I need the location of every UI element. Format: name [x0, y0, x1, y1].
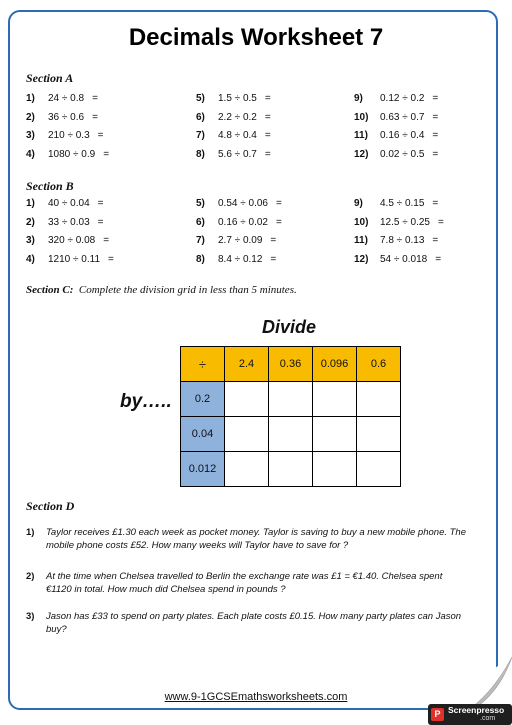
- question-item: [196, 198, 282, 209]
- question-item: [26, 93, 98, 104]
- question-number: 4): [26, 148, 35, 160]
- question-number: 1): [26, 198, 35, 209]
- equals-sign: =: [103, 235, 110, 246]
- equals-sign: =: [275, 198, 282, 209]
- equals-sign: =: [264, 111, 271, 123]
- question-expression: 320 ÷ 0.08: [48, 235, 96, 246]
- equals-sign: =: [264, 93, 271, 104]
- grid-answer-cell[interactable]: [357, 452, 401, 487]
- section-c-text: Complete the division grid in less than 5 minutes.: [78, 284, 297, 296]
- question-number: 7): [196, 235, 205, 246]
- word-problem: [26, 526, 466, 552]
- grid-answer-cell[interactable]: [269, 417, 313, 452]
- question-number: 2): [26, 216, 35, 228]
- grid-answer-cell[interactable]: [313, 417, 357, 452]
- grid-header-row: [181, 347, 401, 382]
- question-number: 5): [196, 93, 205, 104]
- question-number: 10): [354, 111, 369, 123]
- question-number: 6): [196, 216, 205, 228]
- question-number: 3): [26, 130, 35, 141]
- question-expression: 33 ÷ 0.03: [48, 216, 90, 228]
- grid-answer-cell[interactable]: [313, 452, 357, 487]
- question-item: [26, 254, 114, 265]
- question-expression: 5.6 ÷ 0.7: [218, 148, 257, 160]
- question-item: [354, 254, 441, 265]
- question-item: [196, 93, 271, 104]
- question-expression: 4.8 ÷ 0.4: [218, 130, 257, 141]
- question-expression: 1.5 ÷ 0.5: [218, 93, 257, 104]
- question-item: [26, 217, 103, 228]
- word-problem: [26, 610, 466, 636]
- equals-sign: =: [103, 148, 110, 160]
- grid-answer-cell[interactable]: [225, 382, 269, 417]
- section-b-heading: Section B: [26, 179, 74, 193]
- question-number: 3): [26, 611, 35, 622]
- question-number: 12): [354, 253, 369, 265]
- divide-symbol-cell: ÷: [181, 347, 225, 382]
- question-number: 2): [26, 111, 35, 123]
- question-item: [354, 217, 444, 228]
- question-item: [196, 130, 271, 141]
- question-text: At the time when Chelsea travelled to Berlin the exchange rate was £1 = €1.40. Chelsea spent €1120 in total. How much did Chelsea spend in pounds ?: [46, 571, 443, 595]
- grid-row: [181, 452, 401, 487]
- grid-row-header: 0.012: [181, 452, 225, 487]
- grid-answer-cell[interactable]: [357, 382, 401, 417]
- badge-sub: .com: [480, 715, 496, 722]
- question-item: [26, 149, 109, 160]
- question-item: [196, 112, 271, 123]
- question-number: 7): [196, 130, 205, 141]
- grid-answer-cell[interactable]: [357, 417, 401, 452]
- equals-sign: =: [432, 93, 439, 104]
- question-expression: 0.54 ÷ 0.06: [218, 198, 268, 209]
- grid-column-header: 0.096: [313, 347, 357, 382]
- grid-answer-cell[interactable]: [225, 417, 269, 452]
- equals-sign: =: [97, 130, 104, 141]
- equals-sign: =: [92, 93, 98, 104]
- question-item: [354, 235, 438, 246]
- grid-title: Divide: [262, 317, 317, 337]
- question-number: 8): [196, 148, 205, 160]
- grid-row: [181, 417, 401, 452]
- footer-link[interactable]: www.9-1GCSEmathsworksheets.com: [164, 691, 348, 703]
- question-item: [354, 198, 438, 209]
- equals-sign: =: [97, 216, 104, 228]
- screenpresso-logo-icon: P: [431, 708, 444, 721]
- question-item: [26, 235, 109, 246]
- question-item: [196, 149, 271, 160]
- question-expression: 0.02 ÷ 0.5: [380, 148, 425, 160]
- question-number: 9): [354, 198, 363, 209]
- equals-sign: =: [264, 130, 271, 141]
- equals-sign: =: [270, 253, 277, 265]
- question-expression: 7.8 ÷ 0.13: [380, 235, 425, 246]
- question-number: 9): [354, 93, 363, 104]
- division-grid: [180, 346, 401, 487]
- question-number: 11): [354, 235, 368, 246]
- question-expression: 0.12 ÷ 0.2: [380, 93, 425, 104]
- question-item: [26, 130, 103, 141]
- question-number: 1): [26, 527, 35, 538]
- question-item: [354, 149, 438, 160]
- grid-column-header: 2.4: [225, 347, 269, 382]
- equals-sign: =: [92, 111, 98, 123]
- worksheet-title: Decimals Worksheet 7: [128, 24, 384, 51]
- section-a-heading: Section A: [26, 71, 74, 85]
- equals-sign: =: [432, 235, 439, 246]
- question-text: Taylor receives £1.30 each week as pocket money. Taylor is saving to buy a new mobile phone. The mobile phone costs £52. How many weeks will Taylor have to save for ?: [46, 527, 466, 551]
- question-item: [196, 235, 276, 246]
- screenpresso-badge: [428, 704, 512, 725]
- question-expression: 54 ÷ 0.018: [380, 253, 428, 265]
- question-item: [26, 198, 103, 209]
- question-expression: 1210 ÷ 0.11: [48, 253, 101, 265]
- grid-row-header: 0.04: [181, 417, 225, 452]
- question-number: 12): [354, 148, 369, 160]
- question-number: 1): [26, 93, 35, 104]
- question-expression: 0.63 ÷ 0.7: [380, 111, 425, 123]
- question-number: 11): [354, 130, 368, 141]
- question-item: [26, 112, 98, 123]
- question-expression: 8.4 ÷ 0.12: [218, 253, 263, 265]
- question-item: [354, 112, 438, 123]
- equals-sign: =: [97, 198, 104, 209]
- question-number: 8): [196, 253, 205, 265]
- equals-sign: =: [432, 130, 439, 141]
- grid-column-header: 0.6: [357, 347, 401, 382]
- question-item: [196, 254, 276, 265]
- question-item: [196, 217, 282, 228]
- question-expression: 2.7 ÷ 0.09: [218, 235, 263, 246]
- equals-sign: =: [437, 216, 444, 228]
- grid-row-header: 0.2: [181, 382, 225, 417]
- question-item: [354, 93, 438, 104]
- question-expression: 4.5 ÷ 0.15: [380, 198, 425, 209]
- question-expression: 2.2 ÷ 0.2: [218, 111, 257, 123]
- section-d-heading: Section D: [26, 499, 75, 513]
- question-expression: 36 ÷ 0.6: [48, 111, 85, 123]
- question-expression: 210 ÷ 0.3: [48, 130, 90, 141]
- section-c-instruction: [26, 284, 297, 296]
- question-expression: 24 ÷ 0.8: [48, 93, 85, 104]
- grid-by-label: by…..: [120, 391, 172, 412]
- word-problem: [26, 570, 466, 596]
- equals-sign: =: [432, 198, 439, 209]
- grid-column-header: 0.36: [269, 347, 313, 382]
- equals-sign: =: [432, 111, 439, 123]
- equals-sign: =: [432, 148, 439, 160]
- question-expression: 40 ÷ 0.04: [48, 198, 90, 209]
- question-expression: 0.16 ÷ 0.4: [380, 130, 425, 141]
- grid-answer-cell[interactable]: [225, 452, 269, 487]
- question-expression: 1080 ÷ 0.9: [48, 148, 96, 160]
- question-number: 2): [26, 571, 35, 582]
- section-c-label: Section C:: [26, 284, 74, 296]
- equals-sign: =: [108, 253, 114, 265]
- equals-sign: =: [264, 148, 271, 160]
- equals-sign: =: [270, 235, 277, 246]
- question-expression: 12.5 ÷ 0.25: [380, 216, 430, 228]
- question-number: 5): [196, 198, 205, 209]
- badge-name: Screenpresso: [448, 705, 505, 715]
- question-number: 6): [196, 111, 205, 123]
- question-number: 3): [26, 235, 35, 246]
- question-number: 10): [354, 216, 369, 228]
- question-number: 4): [26, 253, 35, 265]
- grid-answer-cell[interactable]: [313, 382, 357, 417]
- grid-answer-cell[interactable]: [269, 452, 313, 487]
- grid-answer-cell[interactable]: [269, 382, 313, 417]
- question-expression: 0.16 ÷ 0.02: [218, 216, 268, 228]
- question-item: [354, 130, 438, 141]
- question-text: Jason has £33 to spend on party plates. Each plate costs £0.15. How many party plates can Jason buy?: [46, 611, 462, 635]
- equals-sign: =: [435, 253, 442, 265]
- grid-row: [181, 382, 401, 417]
- equals-sign: =: [275, 216, 282, 228]
